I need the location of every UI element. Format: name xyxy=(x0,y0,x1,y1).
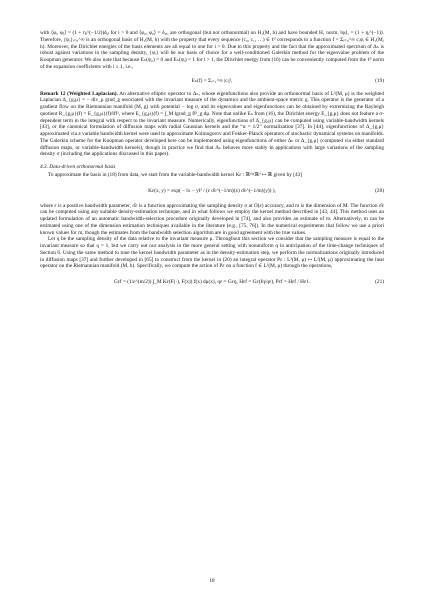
equation-19-number: (19) xyxy=(375,77,384,84)
equation-20-number: (20) xyxy=(375,187,384,194)
equation-20-body: Kε(x, y) = exp( − ‖x − y‖² / (ε σ̂ε^(−1/m)(x) σ̂ε^(−1/m)(y)) ), xyxy=(148,187,276,194)
equation-19-body: Eₕ(f) = Σᵢ₌₁^∞ |cᵢ|², xyxy=(191,77,233,84)
equation-19 xyxy=(40,74,384,88)
paragraph-sampling-density: Let q be the sampling density of the data relative to the invariant measure μ. Throughout this section we consider that the sampling measure is equal to the invariant measure so that q = 1, but we carry out our analysis in the more general setting with nonuniform q in anticipation of the time-change techniques of Section 6. Using the same method to tune the kernel bandwidth parameter as in the density-estimation step, we perform the normalizations originally introduced in diffusion maps [37] and further developed in [65] to construct from the kernel in (20) an integral operator Pε : L²(M, μ) ↦ L²(M, μ) approximating the heat operator on the Riemannian manifold (M, h). Specifically, we compute the action of Pε on a function f ∈ L²(M, μ) through the operations, xyxy=(40,236,384,270)
equation-21-number: (21) xyxy=(375,279,384,285)
page-number: 18 xyxy=(209,578,215,584)
paragraph-kernel-intro: To approximate the basis in (18) from data, we start from the variable-bandwidth kernel Kε : ℝᵈ×ℝᵈ ↦ ℝ given by [43] xyxy=(48,171,303,178)
remark-12-title: Remark 12 (Weighted Laplacian). xyxy=(40,90,118,97)
remark-12-body: An alternative elliptic operator to Δₕ, whose eigenfunctions also provide an orthonormal basis of L²(M, μ) is the weighted Laplacian Δ_{g,μ} = − div_μ grad_g associated with the invariant measure of the dynamics and the ambient-space metric g. This operator is the generator of a gradient flow on the Riemannian manifold (M, g) with potential − log σ, and its eigenvalues and eigenfunctions can be obtained by extremizing the Rayleigh quotient R_{g,μ}(f) = E_{g,μ}(f)/‖f‖², where E_{g,μ}(f) = ∫_M ‖grad_g f‖²_g dμ. Note that unlike Eₕ from (16), the Dirichlet energy E_{g,μ} does not feature a σ-dependent term in the integral with respect to the invariant measure. Numerically, eigenfunctions of Δ_{g,μ} can be computed using variable-bandwidth kernels [43], or the canonical formulation of diffusion maps with radial Gaussian kernels and the “α = 1/2” normalization [37]. In [44], eigenfunctions of Δ_{g,μ} approximated via a variable bandwidth kernel were used to approximate Kolmogorov and Fokker-Planck operators of stochastic dynamical systems on manifolds. The Galerkin scheme for the Koopman operator developed here can be implemented using eigenfunctions of either Δₕ or Δ_{g,μ} (computed via either standard diffusion maps, or variable-bandwidth kernels), though in practice we find that Δₕ behaves more stably in applications with large variations of the sampling density σ (including the applications discussed in this paper). xyxy=(40,90,384,158)
section-heading: 4.3. Data-driven orthonormal basis xyxy=(40,164,116,170)
paragraph-basis-properties: with ⟨φᵢ, φⱼ⟩ = (1 + ηᵢ^(−1/2))δᵢⱼ for i > 0 and ⟨φ₀, φ₀⟩ = δ₀ᵢ, are orthogonal (but not orthonormal) on H₁(M, h) and have bounded H₁ norm, ‖φᵢ‖₁ = (1 + ηᵢ^(−1)). Therefore, {ψᵢ}ᵢ₌₀^∞ is an orthogonal basis of H₁(M, h) with the property that every sequence (c₀, c₁, …) ∈ ℓ² corresponds to a function f = Σᵢ₌₀^∞ cᵢψᵢ ∈ H₁(M, h). Moreover, the Dirichlet energies of the basis elements are all equal to one for i > 0. Due to this property and the fact that the approximated spectrum of Δₕ is robust against variations in the sampling density, {ψᵢ} will be our basis of choice for a well-conditioned Galerkin method for the eigenvalue problem of the Koopman generator. We also note that because Eₕ(ψ₀) = 0 and Eₕ(ψᵢ) = 1 for i > 1, the Dirichlet energy from (16) can be conveniently computed from the ℓ² norm of the expansion coefficients with i ≥ 1, i.e., xyxy=(40,30,384,70)
paragraph-bandwidth: where ε is a positive bandwidth parameter, σ̂ε is a function approximating the sampling density σ at O(ε) accuracy, and m is the dimension of M. The function σ̂ε can be computed using any suitable density-estimation technique, and in what follows we employ the kernel method described in [43, 44]. This method uses an updated formulation of an automatic bandwidth-selection procedure originally developed in [74], and also provides an estimate of m. Alternatively, m can be estimated using one of the dimension estimation techniques available in the literature (e.g., [75, 76]). In the numerical experiments that follow we use a priori known values for m, though the estimates from the bandwidth selection algorithm are in good agreement with the true values. xyxy=(40,202,384,236)
equation-21-body: Gεf = (1/ε^(m/2)) ∫_M Kε(F(·), F(x)) f(x) dμ(x), qε = Gεq, Hεf = Gε(fq/qε), Pεf = Hεf / Hε1. xyxy=(113,279,311,285)
remark-12 xyxy=(40,91,384,159)
equation-21 xyxy=(40,273,384,291)
equation-20 xyxy=(40,182,384,200)
